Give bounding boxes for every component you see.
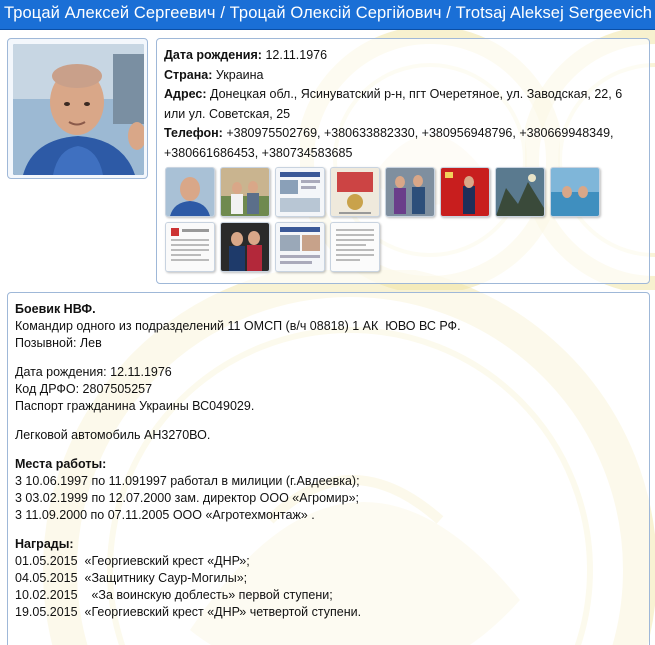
work-item: 3 03.02.1999 по 12.07.2000 зам. директор ООО «Агромир»; [15, 491, 360, 505]
bio-drfo: Код ДРФО: 2807505257 [15, 382, 153, 396]
gallery-thumb-1[interactable] [165, 167, 215, 217]
phone-row-cont [164, 144, 642, 164]
document-icon [331, 223, 379, 271]
country-value: Украина [215, 67, 264, 82]
address-value-line2: или ул. Советская, 25 [164, 106, 291, 121]
bio-car: Легковой автомобиль АН3270ВО. [15, 428, 211, 442]
profile-details [164, 46, 642, 163]
gallery-thumb-6[interactable] [440, 167, 490, 217]
group-photo-icon [221, 223, 269, 271]
gallery-thumb-11[interactable] [275, 222, 325, 272]
gallery-thumb-12[interactable] [330, 222, 380, 272]
document-icon [166, 223, 214, 271]
bio-title: Боевик НВФ. [15, 302, 96, 316]
gallery-thumb-7[interactable] [495, 167, 545, 217]
work-title: Места работы: [15, 457, 107, 471]
main-photo[interactable] [13, 44, 144, 175]
bio-callsign: Позывной: Лев [15, 336, 102, 350]
phone-label: Телефон: [164, 126, 223, 140]
spacer [15, 524, 640, 536]
awards-title: Награды: [15, 537, 74, 551]
award-item: 10.02.2015 «За воинскую доблесть» первой ступени; [15, 588, 333, 602]
work-item: 3 11.09.2000 по 07.11.2005 ООО «Агротехмонтаж» . [15, 508, 315, 522]
gallery-thumb-3[interactable] [275, 167, 325, 217]
beach-photo-icon [551, 168, 599, 216]
award-item: 19.05.2015 «Георгиевский крест «ДНР» четвертой ступени. [15, 605, 362, 619]
work-item: 3 10.06.1997 по 11.091997 работал в милиции (г.Авдеевка); [15, 474, 360, 488]
spacer [15, 444, 640, 456]
birth-label: Дата рождения: [164, 48, 262, 62]
main-photo-frame [7, 38, 148, 179]
spacer [15, 352, 640, 364]
page-title: Троцай Алексей Сергеевич / Троцай Олексій Сергійович / Trotsaj Aleksej Sergeevich [4, 4, 653, 22]
screenshot-icon [276, 168, 324, 216]
birth-value: 12.11.1976 [265, 48, 328, 62]
profile-info-box [156, 38, 650, 284]
landscape-photo-icon [496, 168, 544, 216]
award-item: 01.05.2015 «Георгиевский крест «ДНР»; [15, 554, 250, 568]
document-icon [331, 168, 379, 216]
bio-line: Командир одного из подразделений 11 ОМСП (в/ч 08818) 1 АК ЮВО ВС РФ. [15, 319, 461, 333]
award-item: 04.05.2015 «Защитнику Саур-Могилы»; [15, 571, 248, 585]
country-row [164, 66, 642, 86]
phone-row [164, 124, 642, 144]
gallery-thumb-4[interactable] [330, 167, 380, 217]
address-row [164, 85, 642, 105]
biography-box [7, 292, 650, 645]
address-value-line1: Донецкая обл., Ясинуватский р-н, пгт Очеретяное, ул. Заводская, 22, 6 [209, 87, 623, 101]
address-row-cont [164, 105, 642, 125]
header-bar [0, 0, 655, 30]
phone-value-line2: +380661686453, +380734583685 [164, 145, 353, 160]
gallery-thumb-2[interactable] [220, 167, 270, 217]
spacer [15, 415, 640, 427]
flag-photo-icon [441, 168, 489, 216]
screenshot-icon [276, 223, 324, 271]
bio-birth: Дата рождения: 12.11.1976 [15, 365, 172, 379]
gallery-thumb-10[interactable] [220, 222, 270, 272]
person-photo-icon [166, 168, 214, 216]
country-label: Страна: [164, 67, 213, 82]
bio-passport: Паспорт гражданина Украины ВС049029. [15, 399, 255, 413]
person-photo-icon [13, 44, 144, 175]
phone-value-line1: +380975502769, +380633882330, +380956948796, +380669948349, [226, 126, 614, 140]
gallery-thumb-9[interactable] [165, 222, 215, 272]
address-label: Адрес: [164, 87, 207, 101]
group-photo-icon [386, 168, 434, 216]
birth-row [164, 46, 642, 66]
gallery-thumb-8[interactable] [550, 167, 600, 217]
group-photo-icon [221, 168, 269, 216]
biography-text [15, 301, 640, 621]
gallery-thumb-5[interactable] [385, 167, 435, 217]
